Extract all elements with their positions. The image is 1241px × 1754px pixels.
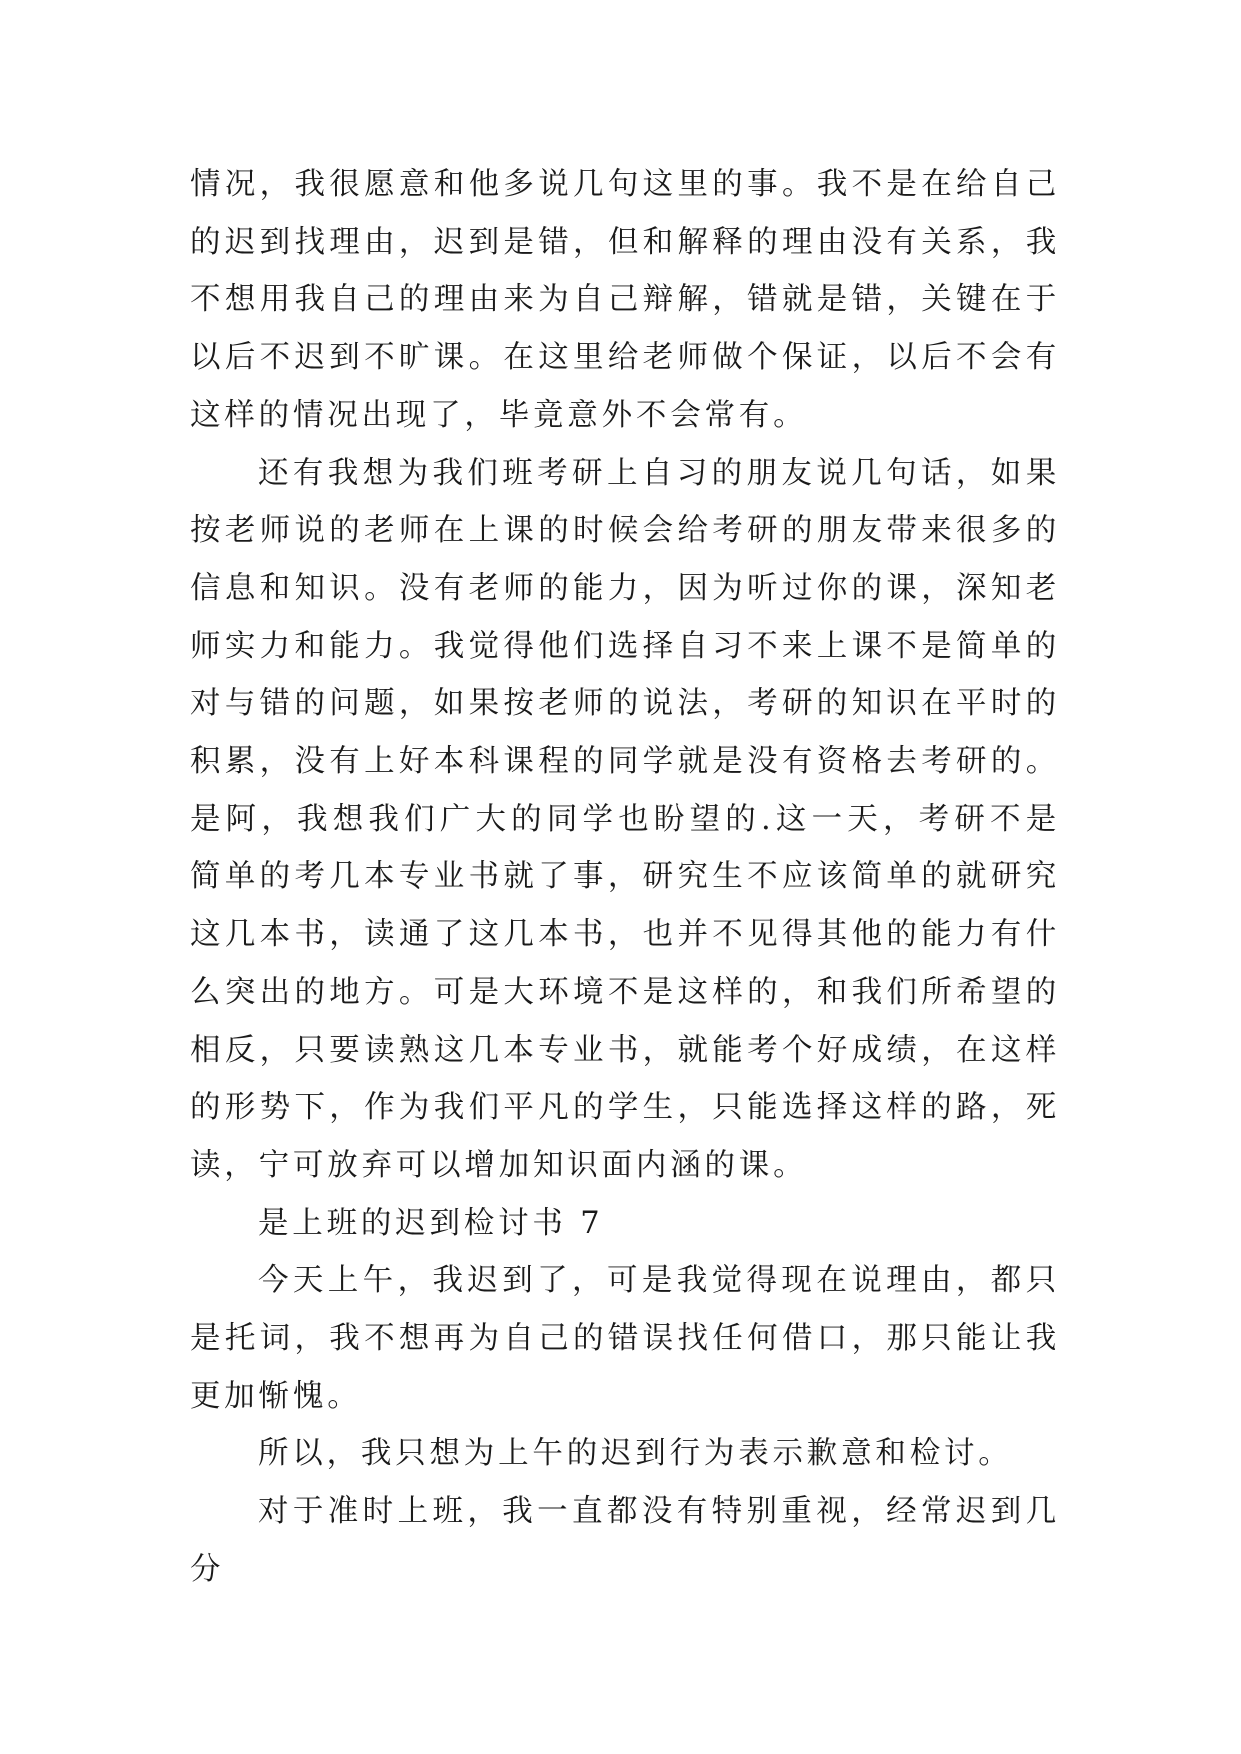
paragraph-1: 情况，我很愿意和他多说几句这里的事。我不是在给自己的迟到找理由，迟到是错，但和解释的理由没有关系，我不想用我自己的理由来为自己辩解，错就是错，关键在于以后不迟到不旷课。在这里给老师做个保证，以后不会有这样的情况出现了，毕竟意外不会常有。 xyxy=(190,167,1060,433)
section-heading: 是上班的迟到检讨书 7 xyxy=(258,1205,604,1241)
paragraph-2: 还有我想为我们班考研上自习的朋友说几句话，如果按老师说的老师在上课的时候会给考研的朋友带来很多的信息和知识。没有老师的能力，因为听过你的课，深知老师实力和能力。我觉得他们选择自习不来上课不是简单的对与错的问题，如果按老师的说法，考研的知识在平时的积累，没有上好本科课程的同学就是没有资格去考研的。是阿，我想我们广大的同学也盼望的.这一天，考研不是简单的考几本专业书就了事，研究生不应该简单的就研究这几本书，读通了这几本书，也并不见得其他的能力有什么突出的地方。可是大环境不是这样的，和我们所希望的相反，只要读熟这几本专业书，就能考个好成绩，在这样的形势下，作为我们平凡的学生，只能选择这样的路，死读，宁可放弃可以增加知识面内涵的课。 xyxy=(190,455,1060,1183)
paragraph-3: 今天上午，我迟到了，可是我觉得现在说理由，都只是托词，我不想再为自己的错误找任何借口，那只能让我更加惭愧。 xyxy=(190,1263,1060,1414)
paragraph-4: 所以，我只想为上午的迟到行为表示歉意和检讨。 xyxy=(258,1436,1013,1472)
document-body xyxy=(190,156,1060,1599)
paragraph-5: 对于准时上班，我一直都没有特别重视，经常迟到几分 xyxy=(190,1494,1060,1587)
